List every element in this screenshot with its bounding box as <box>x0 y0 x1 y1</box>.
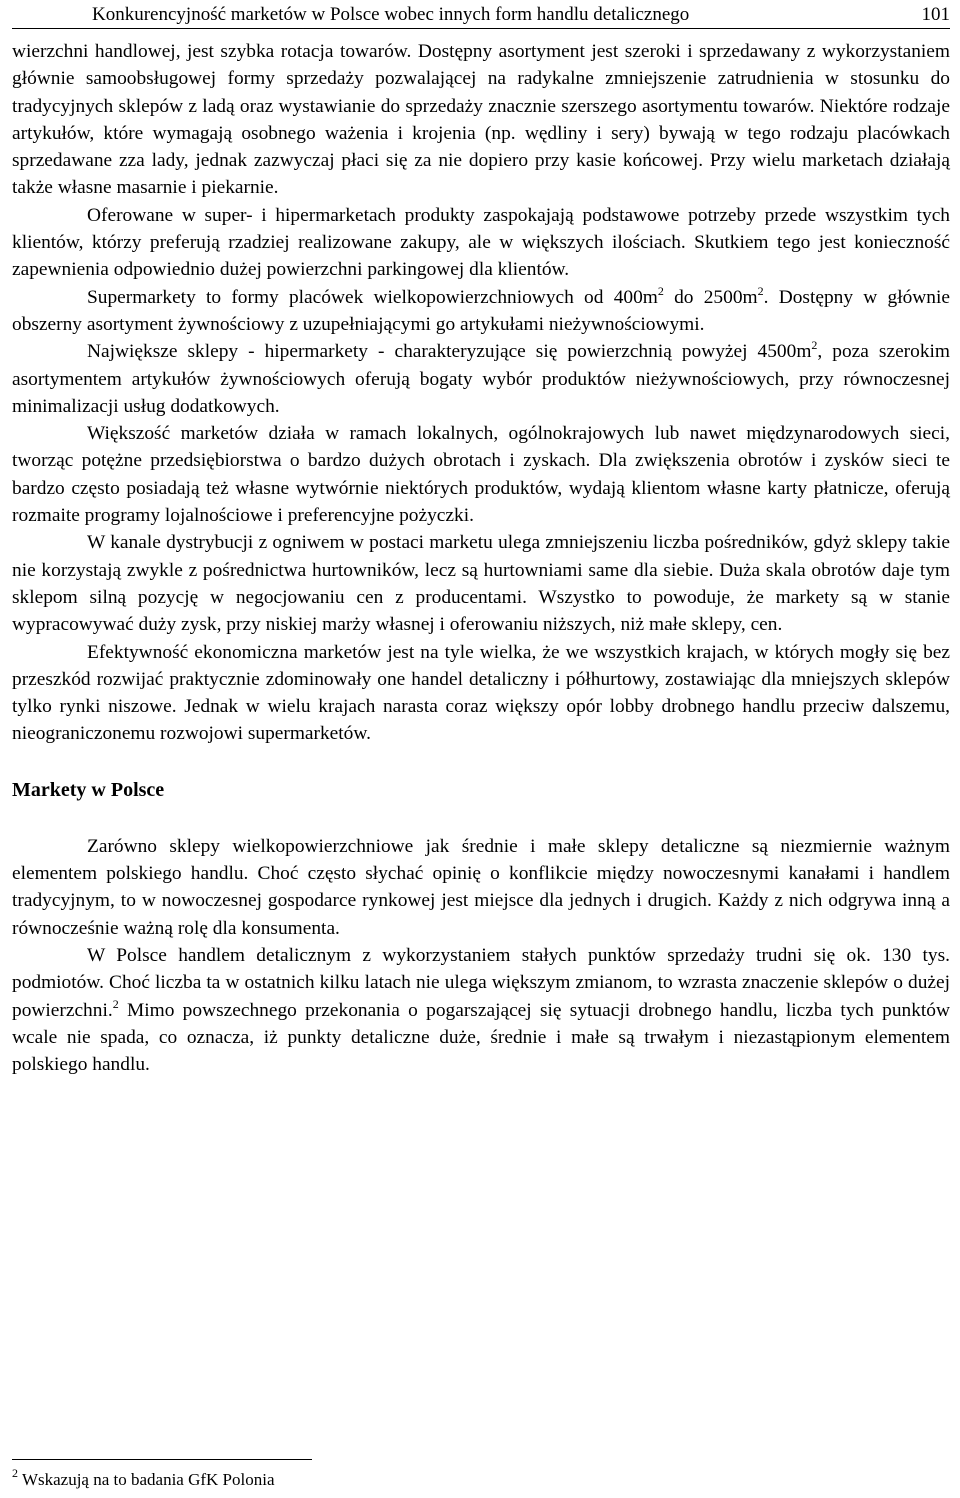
paragraph-networks: Większość marketów działa w ramach lokalnych, ogólnokrajowych lub nawet międzynarodowych sieci, tworząc potężne przedsiębiorstwa o bardzo dużych obrotach i zyskach. Dla zwiększenia obrotów i zysków sieci te bardzo często posiadają też własne wytwórnie niektórych produktów, wydają klientom własne karty płatnicze, oferują rozmaite programy lojalnościowe i preferencyjne pożyczki. <box>12 423 950 527</box>
text-fragment: Mimo powszechnego przekonania o pogarszającej się sytuacji drobnego handlu, liczba tych punktów wcale nie spada, co oznacza, iż punkty detaliczne duże, średnie i małe są trwałym i niezastąpionym elementem polskiego handlu. <box>12 999 950 1076</box>
superscript: 2 <box>757 283 764 298</box>
footnote-reference[interactable]: 2 <box>112 996 119 1011</box>
footnote-marker: 2 <box>12 1466 18 1480</box>
paragraph-offer: Oferowane w super- i hipermarketach produkty zaspokajają podstawowe potrzeby przede wszystkim tych klientów, którzy preferują rzadziej realizowane zakupy, ale w większych ilościach. Skutkiem tego jest konieczność zapewnienia odpowiednio dużej powierzchni parkingowej dla klientów. <box>12 204 950 281</box>
paragraph-supermarkets <box>12 284 950 339</box>
body-text <box>12 38 950 1078</box>
paragraph-poland-retail <box>12 942 950 1078</box>
text-fragment: do 2500m <box>663 286 758 308</box>
footnote-divider <box>12 1459 312 1460</box>
running-header <box>12 2 950 29</box>
text-fragment: Supermarkety to formy placówek wielkopowierzchniowych od 400m <box>87 286 658 308</box>
text-fragment: . Dostępny w głównie obszerny asortyment żywnościowy z uzupełniającymi go artykułami nieżywnościowymi. <box>12 286 950 335</box>
text-fragment: , poza szerokim asortymentem artykułów żywnościowych oferują bogaty wybór produktów nieżywnościowych, przy równoczesnej minimalizacji usług dodatkowych. <box>12 341 950 417</box>
paragraph-continuation: wierzchni handlowej, jest szybka rotacja towarów. Dostępny asortyment jest szeroki i sprzedawany z wykorzystaniem głównie samoobsługowej formy sprzedaży pozwalającej na radykalne zmniejszenie zatrudnienia w stosunku do tradycyjnych sklepów z ladą oraz wystawianie do sprzedaży znacznie szerszego asortymentu towarów. Niektóre rodzaje artykułów, które wymagają osobnego ważenia i krojenia (np. wędliny i sery) bywają w tego rodzaju placówkach sprzedawane zza lady, jednak zazwyczaj płaci się za nie dopiero przy kasie końcowej. Przy wielu marketach działają także własne masarnie i piekarnie. <box>12 41 950 199</box>
page-number: 101 <box>921 4 950 25</box>
running-header-title: Konkurencyjność marketów w Polsce wobec innych form handlu detalicznego <box>92 4 690 25</box>
footnote-text: Wskazują na to badania GfK Polonia <box>18 1470 275 1489</box>
paragraph-both-formats: Zarówno sklepy wielkopowierzchniowe jak średnie i małe sklepy detaliczne są niezmiernie ważnym elementem polskiego handlu. Choć często słychać opinię o konflikcie między nowoczesnymi kanałami i handlem tradycyjnym, to w nowoczesnej gospodarce rynkowej jest miejsce dla jednych i drugich. Każdy z nich odgrywa inną a równocześnie ważną rolę dla konsumenta. <box>12 835 950 939</box>
paragraph-efficiency: Efektywność ekonomiczna marketów jest na tyle wielka, że we wszystkich krajach, w których mogły się bez przeszkód rozwijać praktycznie zdominowały one handel detaliczny i półhurtowy, zostawiając dla mniejszych sklepów tylko rynki niszowe. Jednak w wielu krajach narasta coraz większy opór lobby drobnego handlu przeciw dalszemu, nieograniczonemu rozwojowi supermarketów. <box>12 641 950 745</box>
paragraph-distribution: W kanale dystrybucji z ogniwem w postaci marketu ulega zmniejszeniu liczba pośredników, gdyż sklepy takie nie korzystają zwykle z pośrednictwa hurtowników, lecz są hurtowniami same dla siebie. Duża skala obrotów daje tym sklepom silną pozycję w negocjowaniu cen z producentami. Wszystko to powoduje, że markety są w stanie wypracowywać duży zysk, przy niskiej marży własnej i oferowaniu niższych, niż małe sklepy, cen. <box>12 532 950 636</box>
superscript: 2 <box>657 283 664 298</box>
superscript: 2 <box>811 338 818 353</box>
text-fragment: W Polsce handlem detalicznym z wykorzystaniem stałych punktów sprzedaży trudni się ok. 130 tys. podmiotów. Choć liczba ta w ostatnich kilku latach nie ulega większym zmianom, to wzrasta znaczenie sklepów o dużej powierzchni. <box>12 944 950 1021</box>
text-fragment: Największe sklepy - hipermarkety - charakteryzujące się powierzchnią powyżej 4500m <box>87 341 812 363</box>
footnote <box>12 1468 612 1492</box>
section-heading: Markety w Polsce <box>12 778 165 801</box>
paragraph-hypermarkets <box>12 338 950 420</box>
